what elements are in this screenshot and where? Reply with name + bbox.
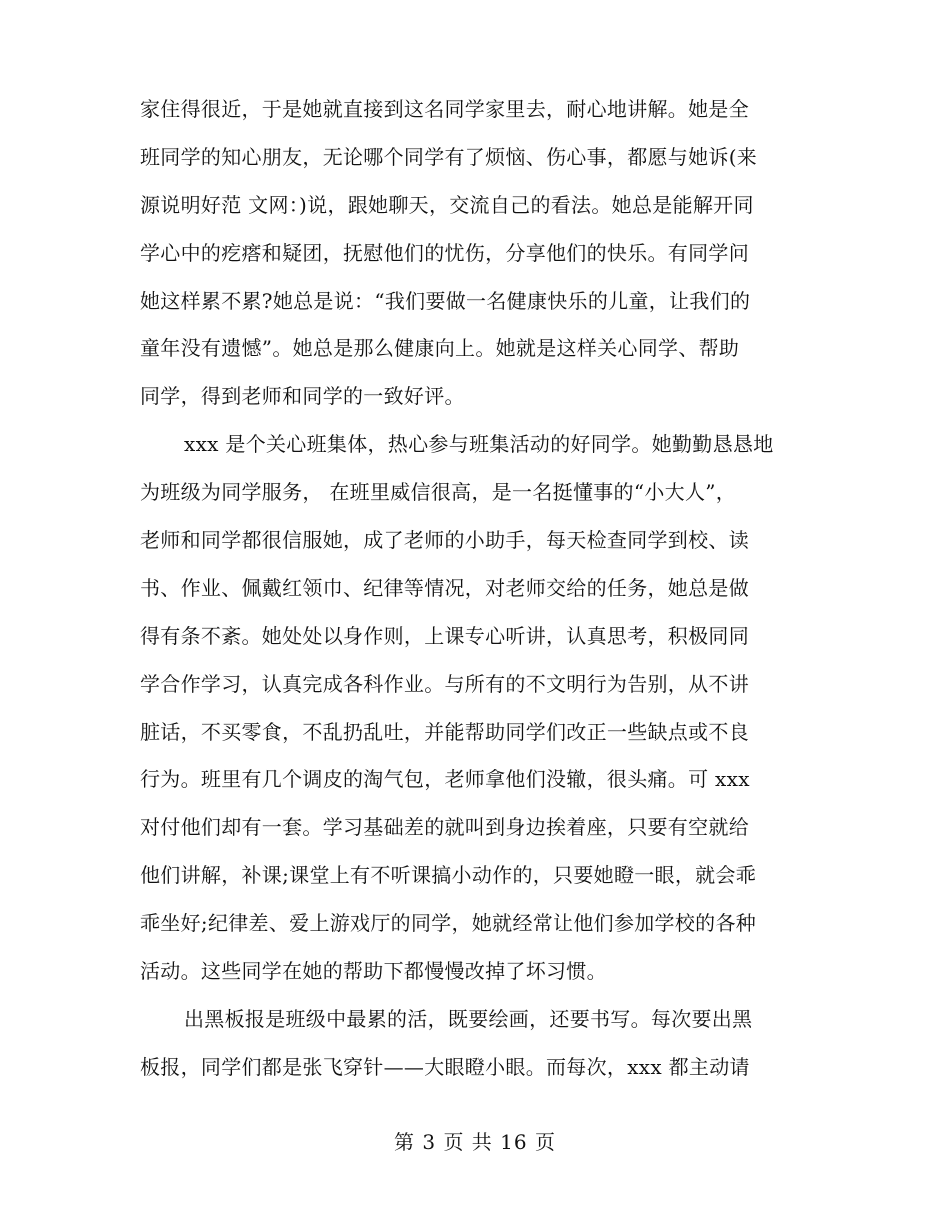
text-line: 源说明好范 文网：)说，跟她聊天，交流自己的看法。她总是能解开同 <box>140 192 754 217</box>
text-line: 学心中的疙瘩和疑团，抚慰他们的忧伤，分享他们的快乐。有同学问 <box>140 240 749 265</box>
text-line: 活动。这些同学在她的帮助下都慢慢改掉了坏习惯。 <box>140 959 607 984</box>
text-line: 为班级为同学服务， 在班里威信很高，是一名挺懂事的“小大人”， <box>140 480 737 505</box>
text-line: 板报，同学们都是张飞穿针——大眼瞪小眼。而每次，xxx 都主动请 <box>140 1054 750 1079</box>
text-line: 同学，得到老师和同学的一致好评。 <box>140 384 465 409</box>
text-line: xxx 是个关心班集体，热心参与班集活动的好同学。她勤勤恳恳地 <box>184 432 774 457</box>
text-line: 学合作学习，认真完成各科作业。与所有的不文明行为告别，从不讲 <box>140 671 749 696</box>
text-line: 童年没有遗憾”。她总是那么健康向上。她就是这样关心同学、帮助 <box>140 336 740 361</box>
text-line: 脏话，不买零食，不乱扔乱吐，并能帮助同学们改正一些缺点或不良 <box>140 719 749 744</box>
document-body <box>140 86 810 1092</box>
text-line: 得有条不紊。她处处以身作则，上课专心听讲，认真思考，积极同同 <box>140 623 749 648</box>
text-line: 对付他们却有一套。学习基础差的就叫到身边挨着座，只要有空就给 <box>140 815 749 840</box>
text-line: 出黑板报是班级中最累的活，既要绘画，还要书写。每次要出黑 <box>184 1006 753 1031</box>
text-line: 家住得很近，于是她就直接到这名同学家里去，耐心地讲解。她是全 <box>140 97 749 121</box>
text-line: 他们讲解，补课;课堂上有不听课搞小动作的，只要她瞪一眼，就会乖 <box>140 863 757 888</box>
page-footer: 第 3 页 共 16 页 <box>394 1130 556 1154</box>
text-line: 老师和同学都很信服她，成了老师的小助手，每天检查同学到校、读 <box>140 528 749 553</box>
text-line: 班同学的知心朋友，无论哪个同学有了烦恼、伤心事，都愿与她诉(来 <box>140 144 758 169</box>
text-line: 乖坐好;纪律差、爱上游戏厅的同学，她就经常让他们参加学校的各种 <box>140 911 757 936</box>
text-line: 行为。班里有几个调皮的淘气包，老师拿他们没辙，很头痛。可 xxx <box>140 767 750 792</box>
text-line: 她这样累不累?她总是说：“我们要做一名健康快乐的儿童，让我们的 <box>140 288 751 313</box>
text-line: 书、作业、佩戴红领巾、纪律等情况，对老师交给的任务，她总是做 <box>140 575 749 600</box>
